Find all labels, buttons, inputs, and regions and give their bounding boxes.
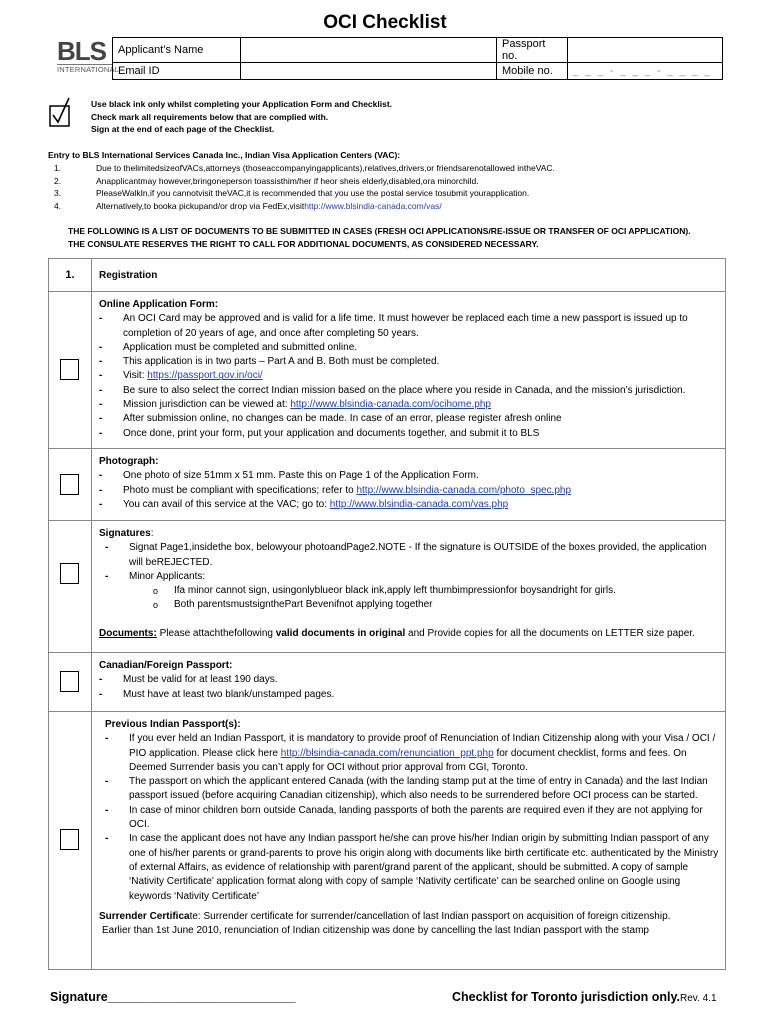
list-item: - Must be valid for at least 190 days. xyxy=(99,673,719,687)
list-text: Anapplicantmay however,bringoneperson toassisthim/her if heor sheis elderly,disabled,ora minorchild. xyxy=(96,175,479,186)
online-form-section xyxy=(48,291,726,449)
list-item: - The passport on which the applicant entered Canada (with the landing stamp put at the time of entry in Canada) and the last Indian passport issued (before acquiring Canadian citizenship), which also needs to be surrendered before OCI process can be started. xyxy=(105,775,719,804)
oci-link[interactable]: https://passport.gov.in/oci/ xyxy=(147,370,263,382)
list-item: - An OCI Card may be approved and is valid for a life time. It must however be replaced each time a new passport is issued up to completion of 20 years of age, and once after completing 50 years. xyxy=(99,312,719,341)
passport-section xyxy=(48,652,726,712)
list-text: Alternatively,to booka pickupand/or drop via FedEx,visit xyxy=(96,200,305,211)
logo-text: BLS xyxy=(57,36,106,66)
list-number: 1. xyxy=(54,163,62,173)
signature-line[interactable]: Signature___________________________ xyxy=(50,990,296,1004)
mobile-field[interactable]: _ _ _ - _ _ _ - _ _ _ _ xyxy=(568,63,723,80)
list-item: - In case of minor children born outside Canada, landing passports of both the parents are required even if they are not applying for OCI. xyxy=(105,804,719,833)
signatures-heading: Signatures: xyxy=(99,528,154,539)
instructions xyxy=(91,98,392,136)
list-number: 4. xyxy=(54,200,62,211)
signatures-heading-text: Signatures xyxy=(99,528,151,539)
entry-list xyxy=(48,162,555,212)
photo-spec-prefix: Photo must be compliant with specifications; refer to xyxy=(123,484,357,496)
list-text: PleaseWalkIn,if you cannotvisit theVAC,it is recommended that you use the postal service tosubmit yourapplication. xyxy=(96,188,530,198)
list-item xyxy=(99,498,719,512)
documents-bold: valid documents in original xyxy=(275,627,406,639)
logo-subtext: INTERNATIONAL xyxy=(57,65,120,74)
vas-php-link[interactable]: http://www.blsindia-canada.com/vas.php xyxy=(329,498,509,510)
section-number: 1. xyxy=(49,259,92,291)
applicant-info-table xyxy=(112,37,723,80)
previous-passport-checkbox[interactable] xyxy=(60,829,79,850)
notice xyxy=(68,225,691,250)
ocihome-link[interactable]: http://www.blsindia-canada.com/ocihome.php xyxy=(290,399,491,411)
documents-line xyxy=(99,627,719,641)
list-item: - In case the applicant does not have any Indian passport he/she can prove his/her Indian origin by submitting Indian passport of any one of his/her parents or grand-parents to prove his origin along with documents like birth certificate etc. authenticated by the Ministry of external Affairs, as evidence of relationship with parent/grand parent of the applicant, should be submitted. A copy of sample ‘Nativity Certificate’ application format along with copy of sample ‘Nativity certificate’ can be searched online on Google using keywords ‘Nativity Certificate’ xyxy=(105,832,719,903)
signatures-checkbox[interactable] xyxy=(60,563,79,584)
renunciation-text: If you ever held an Indian Passport, it is mandatory to provide proof of Renunciation of Indian Citizenship along with your Visa / OCI / PIO application. Please click here xyxy=(129,733,716,759)
page-title: OCI Checklist xyxy=(323,12,447,33)
passport-heading: Canadian/Foreign Passport: xyxy=(99,660,233,671)
list-item xyxy=(99,369,719,383)
signatures-section xyxy=(48,520,726,653)
mobile-label: Mobile no. xyxy=(497,63,568,80)
surrender-line xyxy=(99,910,719,924)
list-item xyxy=(99,398,719,412)
bls-logo xyxy=(57,36,120,80)
passport-field[interactable] xyxy=(568,38,723,63)
list-item: - Must have at least two blank/unstamped pages. xyxy=(99,688,719,702)
entry-heading: Entry to BLS International Services Canada Inc., Indian Visa Application Centers (VAC): xyxy=(48,150,401,160)
section-label: Registration xyxy=(99,270,158,281)
documents-label: Documents: xyxy=(99,627,157,639)
footer-jurisdiction-text: Checklist for Toronto jurisdiction only. xyxy=(452,990,681,1004)
list-item: o Both parentsmustsignthePart Bevenifnot applying together xyxy=(99,598,719,612)
list-item: - After submission online, no changes can be made. In case of an error, please register afresh online xyxy=(99,412,719,426)
vas-prefix: You can avail of this service at the VAC; go to: xyxy=(123,498,330,510)
list-item: - Minor Applicants: xyxy=(105,570,719,584)
list-item xyxy=(99,484,719,498)
applicant-name-field[interactable] xyxy=(241,38,497,63)
surrender-bold: Surrender Certifica xyxy=(99,910,190,922)
list-number: 3. xyxy=(54,188,62,198)
registration-header xyxy=(48,258,726,292)
list-item xyxy=(48,187,555,200)
list-item: - This application is in two parts – Part A and B. Both must be completed. xyxy=(99,355,719,369)
instruction-line: Sign at the end of each page of the Checklist. xyxy=(91,124,275,134)
notice-line: THE CONSULATE RESERVES THE RIGHT TO CALL FOR ADDITIONAL DOCUMENTS, AS CONSIDERED NECESSARY. xyxy=(68,238,539,249)
photograph-heading: Photograph: xyxy=(99,456,159,467)
applicant-name-label: Applicant’s Name xyxy=(113,38,241,63)
email-label: Email ID xyxy=(113,63,241,80)
email-field[interactable] xyxy=(241,63,497,80)
list-item: - One photo of size 51mm x 51 mm. Paste this on Page 1 of the Application Form. xyxy=(99,469,719,483)
previous-passport-heading: Previous Indian Passport(s): xyxy=(105,719,241,730)
list-item xyxy=(105,732,719,775)
renunciation-link[interactable]: http://blsindia-canada.com/renunciation_ppt.php xyxy=(280,747,494,759)
list-text: Due to thelimitedsizeofVACs,attorneys (thoseaccompanyingapplicants),relatives,drivers,or friendsarenotallowed intheVAC. xyxy=(96,163,555,173)
list-item xyxy=(48,175,555,188)
documents-text: and Provide copies for all the documents on LETTER size paper. xyxy=(405,627,695,639)
photograph-checkbox[interactable] xyxy=(60,474,79,495)
mission-prefix: Mission jurisdiction can be viewed at: xyxy=(123,399,291,411)
list-item: - Application must be completed and submitted online. xyxy=(99,341,719,355)
list-number: 2. xyxy=(54,175,62,186)
passport-checkbox[interactable] xyxy=(60,671,79,692)
surrender-line-2: Earlier than 1st June 2010, renunciation of Indian citizenship was done by cancelling the last Indian passport with the stamp xyxy=(102,925,649,937)
vas-link[interactable]: http://www.blsindia-canada.com/vas/ xyxy=(304,200,442,211)
instruction-line: Check mark all requirements below that are complied with. xyxy=(91,111,329,122)
list-item: - Be sure to also select the correct Indian mission based on the place where you reside in Canada, and the mission’s jurisdiction. xyxy=(99,384,719,398)
revision-label: Rev. 4.1 xyxy=(680,993,717,1004)
list-item xyxy=(48,162,555,175)
online-form-checkbox[interactable] xyxy=(60,359,79,380)
list-item: - Signat Page1,insidethe box, belowyour photoandPage2.NOTE - If the signature is OUTSIDE of the boxes provided, the application will beREJECTED. xyxy=(105,541,719,570)
surrender-text: te: Surrender certificate for surrender/cancellation of last Indian passport on acquisition of foreign citizenship. xyxy=(189,910,671,922)
previous-passport-section xyxy=(48,711,726,970)
list-item: - Once done, print your form, put your application and documents together, and submit it to BLS xyxy=(99,427,719,441)
visit-prefix: Visit: xyxy=(123,370,148,382)
online-form-heading: Online Application Form: xyxy=(99,299,219,310)
documents-text: Please attachthefollowing xyxy=(156,627,276,639)
photograph-section xyxy=(48,448,726,521)
photo-spec-link[interactable]: http://www.blsindia-canada.com/photo_spec.php xyxy=(356,484,572,496)
list-item xyxy=(48,200,555,213)
instruction-line: Use black ink only whilst completing your Application Form and Checklist. xyxy=(91,99,393,109)
list-item: o Ifa minor cannot sign, usingonlyblueor black ink,apply left thumbimpressionfor boysandright for girls. xyxy=(99,584,719,598)
notice-line: THE FOLLOWING IS A LIST OF DOCUMENTS TO BE SUBMITTED IN CASES (FRESH OCI APPLICATIONS/RE-ISSUE OR TRANSFER OF OCI APPLICATION). xyxy=(68,226,691,236)
renunciation-text: for document checklist, forms and fees. On Deemed Surrender basis you can’t apply for OCI without prior approval from CGI, Toronto. xyxy=(129,747,687,773)
footer-jurisdiction xyxy=(452,990,717,1004)
passport-label: Passport no. xyxy=(497,38,568,63)
checkmark-box-icon xyxy=(49,97,71,127)
